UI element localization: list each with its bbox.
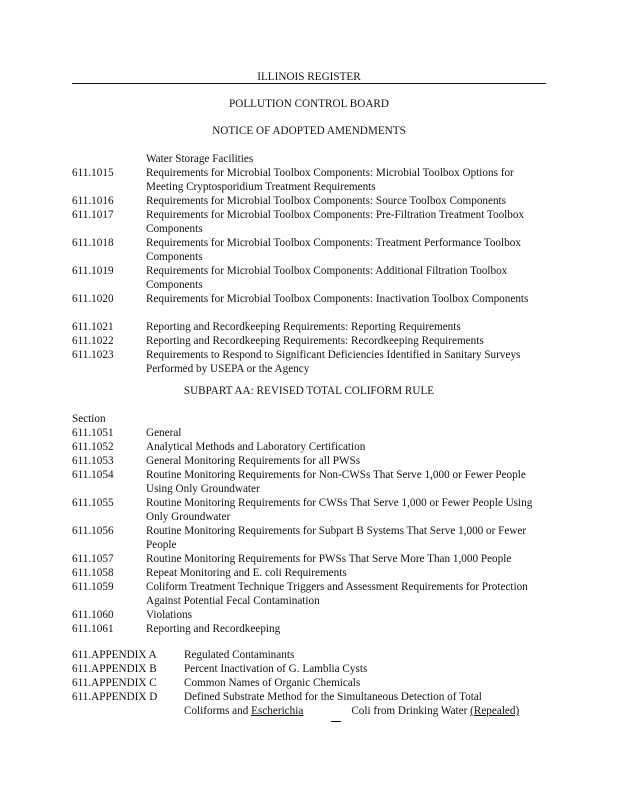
section-title: Requirements to Respond to Significant Deficiencies Identified in Sanitary Surveys Performed by USEPA or the Agency	[146, 349, 521, 375]
appendix-number: 611.APPENDIX C	[72, 677, 157, 689]
section-title: Routine Monitoring Requirements for CWSs That Serve 1,000 or Fewer People Using Only Groundwater	[146, 497, 533, 523]
section-title: Routine Monitoring Requirements for Non-CWSs That Serve 1,000 or Fewer People Using Only Groundwater	[146, 469, 526, 495]
section-title: Coliform Treatment Technique Triggers and Assessment Requirements for Protection Against Potential Fecal Contamination	[146, 581, 528, 607]
section-number: 611.1015	[72, 167, 114, 179]
section-number: 611.1052	[72, 441, 114, 453]
header-rule	[72, 83, 546, 84]
section-title: Requirements for Microbial Toolbox Components: Additional Filtration Toolbox Components	[146, 265, 508, 291]
section-title: General Monitoring Requirements for all PWSs	[146, 455, 361, 467]
section-number: 611.1018	[72, 237, 114, 249]
appendix-title-part-c: Coli from Drinking Water	[351, 705, 468, 717]
section-number: 611.1016	[72, 195, 114, 207]
section-number: 611.1019	[72, 265, 114, 277]
section-number: 611.1051	[72, 427, 114, 439]
section-title: Routine Monitoring Requirements for PWSs That Serve More Than 1,000 People	[146, 553, 512, 565]
section-title: Requirements for Microbial Toolbox Components: Microbial Toolbox Options for Meeting Cryptosporidium Treatment Requirements	[146, 167, 514, 193]
section-number: 611.1021	[72, 321, 114, 333]
continuation-text: Water Storage Facilities	[146, 153, 254, 165]
board-name: POLLUTION CONTROL BOARD	[229, 98, 389, 110]
section-title: Reporting and Recordkeeping	[146, 623, 281, 635]
section-title: Routine Monitoring Requirements for Subpart B Systems That Serve 1,000 or Fewer People	[146, 525, 527, 551]
appendix-title-part-a: Coliforms and	[184, 705, 249, 717]
section-title: Repeat Monitoring and E. coli Requirements	[146, 567, 347, 579]
section-title: Requirements for Microbial Toolbox Components: Source Toolbox Components	[146, 195, 507, 207]
section-title: General	[146, 427, 182, 439]
register-title: ILLINOIS REGISTER	[257, 71, 361, 83]
section-number: 611.1055	[72, 497, 114, 509]
section-number: 611.1056	[72, 525, 114, 537]
section-number: 611.1057	[72, 553, 114, 565]
appendix-number: 611.APPENDIX B	[72, 663, 157, 675]
section-number: 611.1060	[72, 609, 114, 621]
appendix-title-part-b: Escherichia	[251, 705, 304, 717]
section-number: 611.1017	[72, 209, 114, 221]
section-number: 611.1020	[72, 293, 114, 305]
section-number: 611.1061	[72, 623, 114, 635]
section-label: Section	[72, 413, 106, 425]
repealed-marker: (Repealed)	[470, 705, 520, 717]
section-number: 611.1023	[72, 349, 114, 361]
section-title: Reporting and Recordkeeping Requirements: Recordkeeping Requirements	[146, 335, 484, 347]
section-title: Violations	[146, 609, 192, 621]
section-title: Requirements for Microbial Toolbox Components: Inactivation Toolbox Components	[146, 293, 529, 305]
section-number: 611.1053	[72, 455, 114, 467]
section-title: Reporting and Recordkeeping Requirements: Reporting Requirements	[146, 321, 461, 333]
section-number: 611.1054	[72, 469, 114, 481]
appendix-title: Percent Inactivation of G. Lamblia Cysts	[184, 663, 368, 675]
appendix-title: Common Names of Organic Chemicals	[184, 677, 361, 689]
appendix-title: Regulated Contaminants	[184, 649, 295, 661]
appendix-title-line1: Defined Substrate Method for the Simultaneous Detection of Total	[184, 691, 482, 703]
notice-title: NOTICE OF ADOPTED AMENDMENTS	[212, 125, 406, 137]
appendix-number: 611.APPENDIX D	[72, 691, 158, 703]
section-number: 611.1059	[72, 581, 114, 593]
section-number: 611.1058	[72, 567, 114, 579]
section-title: Requirements for Microbial Toolbox Components: Treatment Performance Toolbox Components	[146, 237, 521, 263]
section-title: Analytical Methods and Laboratory Certification	[146, 441, 366, 453]
appendix-number: 611.APPENDIX A	[72, 649, 157, 661]
subpart-heading: SUBPART AA: REVISED TOTAL COLIFORM RULE	[183, 385, 435, 397]
section-number: 611.1022	[72, 335, 114, 347]
appendix-title	[184, 690, 546, 718]
section-title: Requirements for Microbial Toolbox Components: Pre-Filtration Treatment Toolbox Components	[146, 209, 525, 235]
